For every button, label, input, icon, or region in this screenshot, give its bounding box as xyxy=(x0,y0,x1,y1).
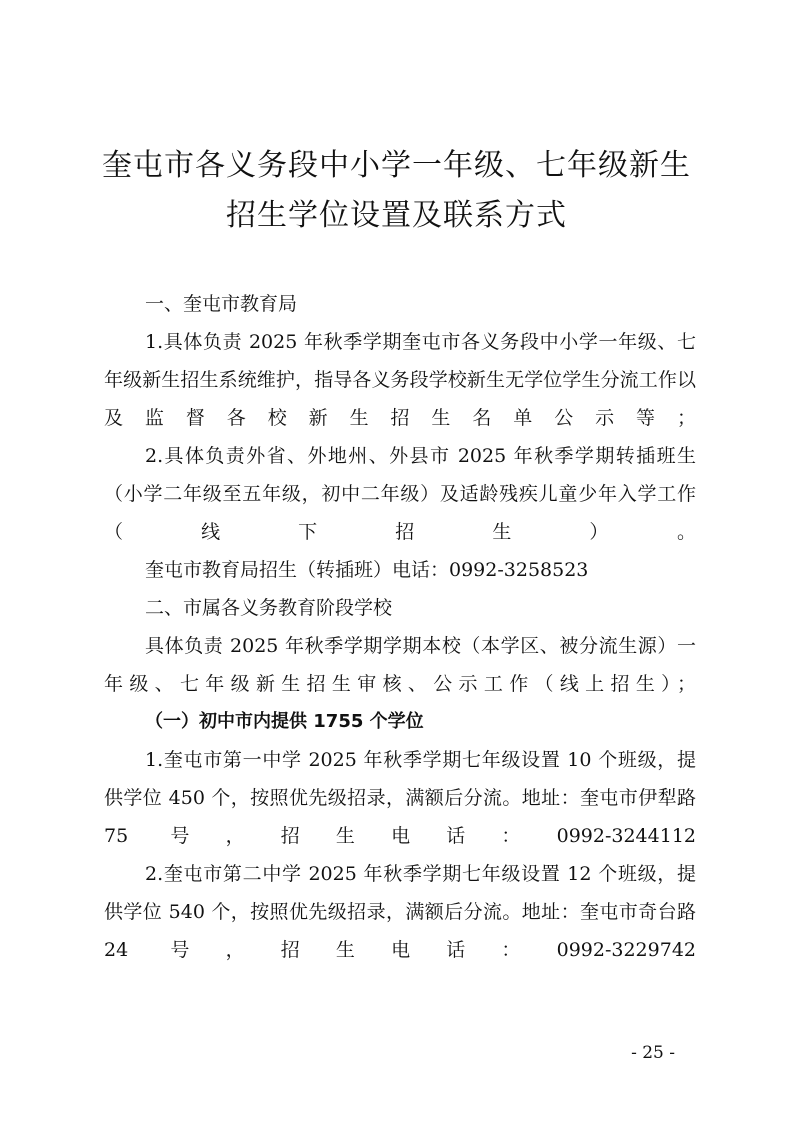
section-heading-city-schools: 二、市属各义务教育阶段学校 xyxy=(145,597,393,619)
subsection-heading-middle-school-seats: （一）初中市内提供 1755 个学位 xyxy=(145,711,424,732)
paragraph-no1-middle-school: 1.奎屯市第一中学 2025 年秋季学期七年级设置 10 个班级，提供学位 450 个，按照优先级招录，满额后分流。地址：奎屯市伊犁路 75 号，招生电话：0992-3244112 xyxy=(104,749,696,847)
paragraph-school-duty: 具体负责 2025 年秋季学期学期本校（本学区、被分流生源）一年级、七年级新生招生审核、公示工作（线上招生）； xyxy=(104,635,696,695)
page-number: - 25 - xyxy=(631,1043,675,1063)
paragraph-bureau-duty-1: 1.具体负责 2025 年秋季学期奎屯市各义务段中小学一年级、七年级新生招生系统维护，指导各义务段学校新生无学位学生分流工作以及监督各校新生招生名单公示等； xyxy=(104,331,696,429)
document-title-line-1: 奎屯市各义务段中小学一年级、七年级新生 xyxy=(102,148,691,183)
paragraph-bureau-phone: 奎屯市教育局招生（转插班）电话：0992-3258523 xyxy=(145,559,589,581)
paragraph-bureau-duty-2: 2.具体负责外省、外地州、外县市 2025 年秋季学期转插班生（小学二年级至五年级，初中二年级）及适龄残疾儿童少年入学工作（线下招生）。 xyxy=(104,445,696,543)
document-body xyxy=(104,285,696,969)
paragraph-no2-middle-school: 2.奎屯市第二中学 2025 年秋季学期七年级设置 12 个班级，提供学位 540 个，按照优先级招录，满额后分流。地址：奎屯市奇台路 24 号，招生电话：0992-3229742 xyxy=(104,863,696,961)
section-heading-education-bureau: 一、奎屯市教育局 xyxy=(145,293,298,315)
document-title-line-2: 招生学位设置及联系方式 xyxy=(226,198,567,233)
